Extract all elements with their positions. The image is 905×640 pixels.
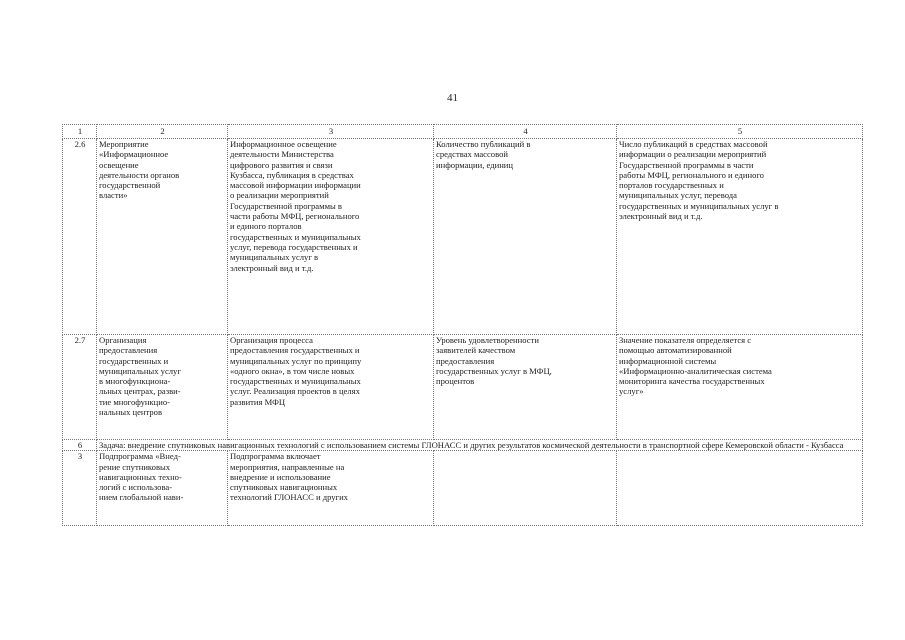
column-header: 2	[97, 125, 228, 139]
column-header: 4	[434, 125, 617, 139]
activity-name-cell: Организация предоставления государственных и муниципальных услуг в многофункциона- льных центрах, разви- тие многофункцио- нальных центров	[97, 335, 228, 440]
row-number: 2.7	[63, 335, 97, 440]
indicator-name-cell: Количество публикаций в средствах массовой информации, единиц	[434, 139, 617, 335]
activity-description-cell: Организация процесса предоставления государственных и муниципальных услуг по принципу «одного окна», в том числе новых государственных и муниципальных услуг. Реализация проектов в целях развития МФЦ	[228, 335, 434, 440]
subprogram-description-cell: Подпрограмма включает мероприятия, направленные на внедрение и использование спутниковых навигационных технологий ГЛОНАСС и других	[228, 451, 434, 526]
indicator-name-cell	[434, 451, 617, 526]
table-row	[63, 335, 863, 440]
row-number: 6	[63, 440, 97, 451]
table-row	[63, 451, 863, 526]
table-row-task	[63, 440, 863, 451]
column-header: 3	[228, 125, 434, 139]
program-table	[62, 124, 863, 526]
column-header: 5	[617, 125, 863, 139]
activity-name-cell: Мероприятие «Информационное освещение деятельности органов государственной власти»	[97, 139, 228, 335]
indicator-name-cell: Уровень удовлетворенности заявителей качеством предоставления государственных услуг в МФЦ, процентов	[434, 335, 617, 440]
activity-description-cell: Информационное освещение деятельности Министерства цифрового развития и связи Кузбасса, публикация в средствах массовой информации информации о реализации мероприятий Государственной программы в части работы МФЦ, регионального и единого порталов государственных и муниципальных услуг, перевода государственных и муниципальных услуг в электронный вид и т.д.	[228, 139, 434, 335]
row-number: 3	[63, 451, 97, 526]
indicator-method-cell	[617, 451, 863, 526]
table-row	[63, 139, 863, 335]
indicator-method-cell: Значение показателя определяется с помощью автоматизированной информационной системы «Информационно-аналитическая система мониторинга качества государственных услуг»	[617, 335, 863, 440]
indicator-method-cell: Число публикаций в средствах массовой информации о реализации мероприятий Государственной программы в части работы МФЦ, регионального и единого порталов государственных и муниципальных услуг, перевода государственных и муниципальных услуг в электронный вид и т.д.	[617, 139, 863, 335]
column-header: 1	[63, 125, 97, 139]
subprogram-name-cell: Подпрограмма «Внед- рение спутниковых навигационных техно- логий с использова- нием глобальной нави-	[97, 451, 228, 526]
table-header-row	[63, 125, 863, 139]
page-number: 41	[447, 92, 458, 104]
task-description-cell: Задача: внедрение спутниковых навигационных технологий с использованием системы ГЛОНАСС и других результатов космической деятельности в транспортной сфере Кемеровской области - Кузбасса	[97, 440, 863, 451]
row-number: 2.6	[63, 139, 97, 335]
